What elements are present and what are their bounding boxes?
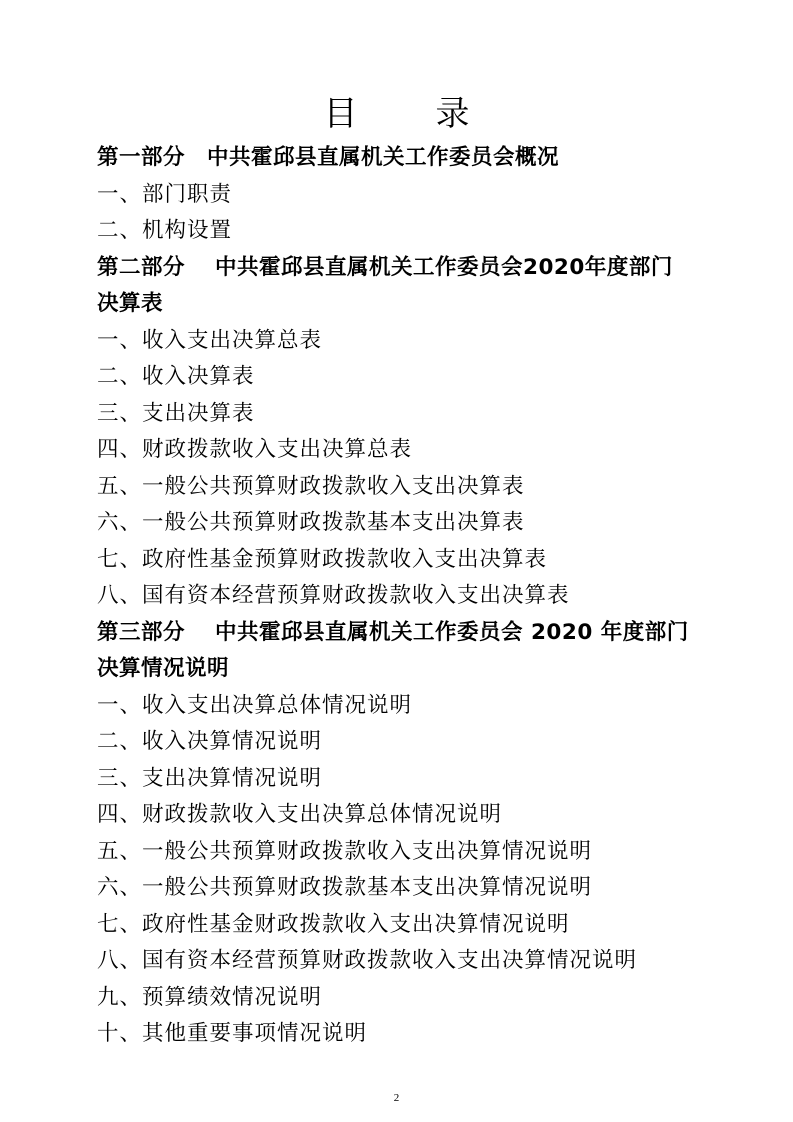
toc-item: 十、其他重要事项情况说明 (97, 1021, 368, 1046)
toc-item: 一、部门职责 (97, 181, 233, 207)
toc-item: 六、一般公共预算财政拨款基本支出决算情况说明 (97, 875, 593, 900)
toc-item: 三、支出决算表 (97, 400, 255, 426)
toc-part-heading: 决算情况说明 (97, 656, 230, 681)
toc-item: 三、支出决算情况说明 (97, 765, 323, 791)
toc-item: 四、财政拨款收入支出决算总体情况说明 (97, 802, 503, 827)
toc-item: 二、收入决算表 (97, 364, 255, 389)
toc-item: 八、国有资本经营预算财政拨款收入支出决算表 (97, 583, 570, 608)
toc-item: 一、收入支出决算总体情况说明 (97, 692, 413, 718)
toc-item: 七、政府性基金预算财政拨款收入支出决算表 (97, 546, 548, 572)
toc-item: 九、预算绩效情况说明 (97, 984, 323, 1010)
toc-part-heading: 第一部分 中共霍邱县直属机关工作委员会概况 (97, 145, 560, 170)
page-title: 目 录 (323, 94, 492, 134)
toc-item: 二、机构设置 (97, 218, 233, 243)
toc-item: 七、政府性基金财政拨款收入支出决算情况说明 (97, 911, 570, 937)
toc-item: 六、一般公共预算财政拨款基本支出决算表 (97, 510, 525, 535)
toc-part-heading: 第二部分 中共霍邱县直属机关工作委员会2020年度部门 (97, 254, 673, 280)
toc-item: 一、收入支出决算总表 (97, 327, 323, 353)
toc-part-heading: 决算表 (97, 291, 164, 316)
toc-part-heading: 第三部分 中共霍邱县直属机关工作委员会 2020 年度部门 (97, 619, 689, 645)
toc-item: 五、一般公共预算财政拨款收入支出决算表 (97, 473, 525, 499)
toc-item: 四、财政拨款收入支出决算总表 (97, 437, 413, 462)
toc-item: 八、国有资本经营预算财政拨款收入支出决算情况说明 (97, 948, 638, 973)
table-of-contents (97, 140, 717, 1053)
toc-item: 二、收入决算情况说明 (97, 729, 323, 754)
toc-item: 五、一般公共预算财政拨款收入支出决算情况说明 (97, 838, 593, 864)
page-number: 2 (393, 1092, 400, 1104)
